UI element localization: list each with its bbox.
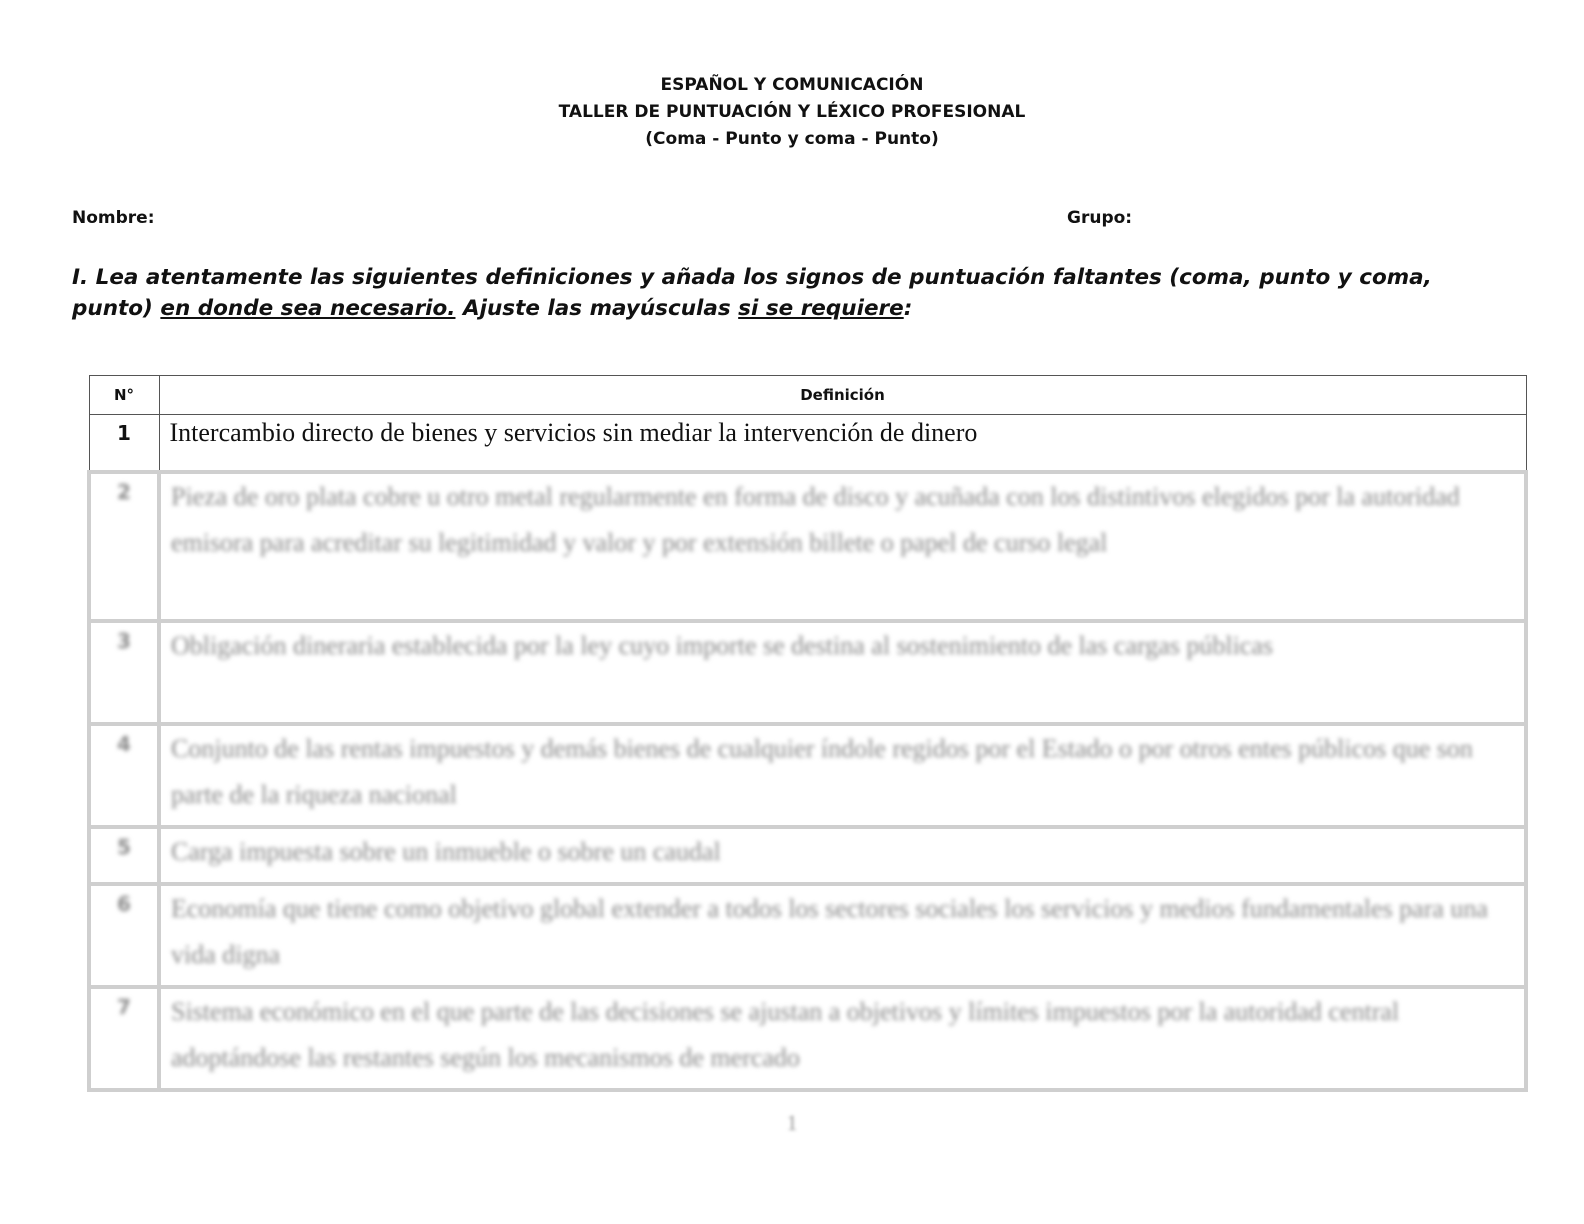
instructions-text-2: Ajuste las mayúsculas	[455, 296, 739, 321]
table-row	[89, 724, 1526, 827]
row-definition: Conjunto de las rentas impuestos y demás bienes de cualquier índole regidos por el Estado o por otros entes públicos que son parte de la riqueza nacional	[159, 724, 1526, 827]
table-row	[89, 415, 1526, 473]
row-definition: Intercambio directo de bienes y servicios sin mediar la intervención de dinero	[159, 415, 1526, 473]
row-number: 7	[89, 987, 159, 1090]
table-header-row	[89, 376, 1526, 415]
instructions-underlined-2: si se requiere	[738, 296, 904, 321]
header-definition: Definición	[159, 376, 1526, 415]
row-definition: Sistema económico en el que parte de las decisiones se ajustan a objetivos y límites impuestos por la autoridad central adoptándose las restantes según los mecanismos de mercado	[159, 987, 1526, 1090]
instructions-text-1: I. Lea atentamente las siguientes definiciones y añada los signos de puntuación faltantes (coma, punto y coma, punto)	[72, 265, 1432, 321]
definitions-table-wrap	[87, 375, 1524, 1092]
header-number: N°	[89, 376, 159, 415]
row-number: 5	[89, 827, 159, 884]
table-row	[89, 621, 1526, 724]
row-definition: Economía que tiene como objetivo global extender a todos los sectores sociales los servicios y medios fundamentales para una vida digna	[159, 884, 1526, 987]
instructions	[72, 262, 1512, 324]
row-number: 1	[89, 415, 159, 473]
table-row	[89, 827, 1526, 884]
grupo-label: Grupo:	[1067, 208, 1133, 228]
row-definition: Carga impuesta sobre un inmueble o sobre un caudal	[159, 827, 1526, 884]
row-number: 6	[89, 884, 159, 987]
page-number: 1	[786, 1110, 798, 1135]
document-header	[0, 72, 1584, 153]
course-title: ESPAÑOL Y COMUNICACIÓN	[660, 75, 924, 95]
table-row	[89, 987, 1526, 1090]
row-definition: Obligación dineraria establecida por la ley cuyo importe se destina al sostenimiento de las cargas públicas	[159, 621, 1526, 724]
instructions-text-3: :	[903, 296, 913, 321]
instructions-underlined-1: en donde sea necesario.	[160, 296, 456, 321]
row-number: 4	[89, 724, 159, 827]
nombre-label: Nombre:	[72, 208, 155, 228]
row-number: 2	[89, 472, 159, 621]
row-definition: Pieza de oro plata cobre u otro metal regularmente en forma de disco y acuñada con los distintivos elegidos por la autoridad emisora para acreditar su legitimidad y valor y por extensión billete o papel de curso legal	[159, 472, 1526, 621]
table-row	[89, 472, 1526, 621]
definitions-table	[87, 375, 1528, 1092]
workshop-title: TALLER DE PUNTUACIÓN Y LÉXICO PROFESIONAL	[558, 102, 1026, 122]
workshop-subtitle: (Coma - Punto y coma - Punto)	[645, 129, 939, 149]
table-row	[89, 884, 1526, 987]
row-number: 3	[89, 621, 159, 724]
